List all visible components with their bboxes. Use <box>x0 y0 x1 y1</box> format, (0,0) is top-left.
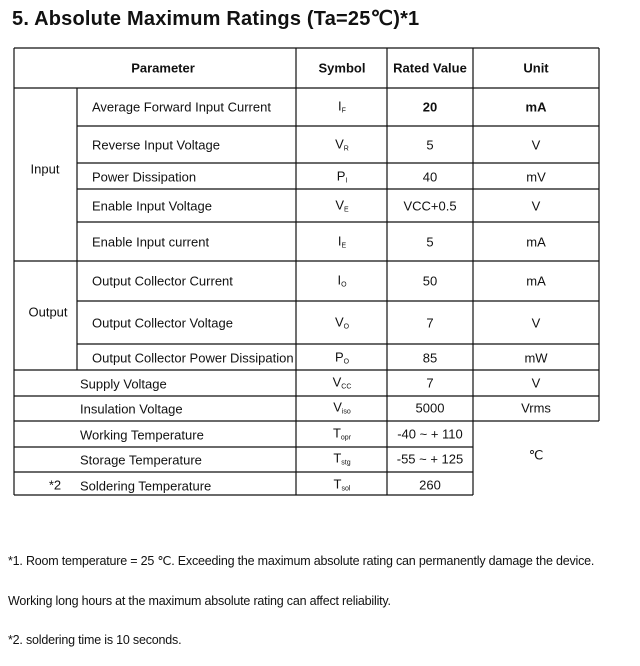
symbol-cell: $P_O$ <box>334 349 350 366</box>
symbol-cell: $V_{iso}$ <box>333 399 351 416</box>
unit-cell: mA <box>526 234 546 250</box>
param-cell: Enable Input current <box>92 234 210 250</box>
param-cell: Storage Temperature <box>80 452 202 468</box>
value-cell: VCC+0.5 <box>403 198 457 214</box>
symbol-cell: $I_O$ <box>337 272 347 289</box>
note-room-temperature: *1. Room temperature = 25 ℃. Exceeding the maximum absolute rating can permanently damage the device. <box>8 554 595 568</box>
symbol-cell: $T_{opr}$ <box>332 425 352 442</box>
symbol-cell: $V_O$ <box>334 314 350 331</box>
symbol-cell: $I_F$ <box>338 98 346 115</box>
param-cell: Enable Input Voltage <box>92 198 212 214</box>
unit-cell: V <box>531 315 541 331</box>
symbol-cell: $I_E$ <box>337 233 347 250</box>
value-cell: 40 <box>422 169 438 185</box>
value-cell: 20 <box>422 99 438 115</box>
page-title: 5. Absolute Maximum Ratings (Ta=25℃)*1 <box>12 8 420 30</box>
symbol-cell: $V_E$ <box>335 197 349 214</box>
note-soldering-time: *2. soldering time is 10 seconds. <box>8 633 182 647</box>
value-cell: 7 <box>426 315 434 331</box>
param-cell: Reverse Input Voltage <box>92 137 220 153</box>
header-unit: Unit <box>523 60 549 76</box>
value-cell: 85 <box>422 350 438 366</box>
group-output-label: Output <box>28 304 68 320</box>
note-reliability: Working long hours at the maximum absolute rating can affect reliability. <box>8 594 391 608</box>
unit-cell: V <box>531 137 541 153</box>
symbol-cell: $T_{stg}$ <box>333 450 351 467</box>
param-cell: Output Collector Current <box>92 273 233 289</box>
value-cell: 260 <box>419 477 441 493</box>
param-cell: Average Forward Input Current <box>92 99 271 115</box>
unit-cell: V <box>531 375 541 391</box>
param-cell: Power Dissipation <box>92 169 197 185</box>
header-symbol: Symbol <box>318 60 366 76</box>
param-cell: Insulation Voltage <box>80 401 183 417</box>
symbol-cell: $V_{CC}$ <box>332 374 352 391</box>
unit-cell: mA <box>526 273 546 289</box>
value-cell: -55 ~ + 125 <box>396 451 464 467</box>
value-cell: 50 <box>422 273 438 289</box>
symbol-cell: $T_{sol}$ <box>333 476 351 493</box>
value-cell: 7 <box>426 375 434 391</box>
param-cell: Supply Voltage <box>80 376 167 392</box>
unit-cell: mV <box>526 169 546 185</box>
header-parameter: Parameter <box>131 60 195 76</box>
value-cell: -40 ~ + 110 <box>397 426 463 442</box>
param-cell: Output Collector Voltage <box>92 315 233 331</box>
unit-cell: mA <box>525 99 547 115</box>
param-cell: Soldering Temperature <box>80 478 212 494</box>
symbol-cell: $V_R$ <box>335 136 349 153</box>
unit-cell: Vrms <box>521 400 551 416</box>
param-cell: Output Collector Power Dissipation <box>92 350 294 366</box>
param-cell: Working Temperature <box>80 427 204 443</box>
unit-cell: mW <box>524 350 548 366</box>
group-input-label: Input <box>30 161 60 177</box>
footnote-mark: *2 <box>48 477 62 493</box>
unit-cell: V <box>531 198 541 214</box>
value-cell: 5 <box>426 137 434 153</box>
symbol-cell: $P_I$ <box>336 168 348 185</box>
unit-cell: ℃ <box>528 447 544 463</box>
header-rated-value: Rated Value <box>393 60 467 76</box>
value-cell: 5000 <box>415 400 445 416</box>
value-cell: 5 <box>426 234 434 250</box>
